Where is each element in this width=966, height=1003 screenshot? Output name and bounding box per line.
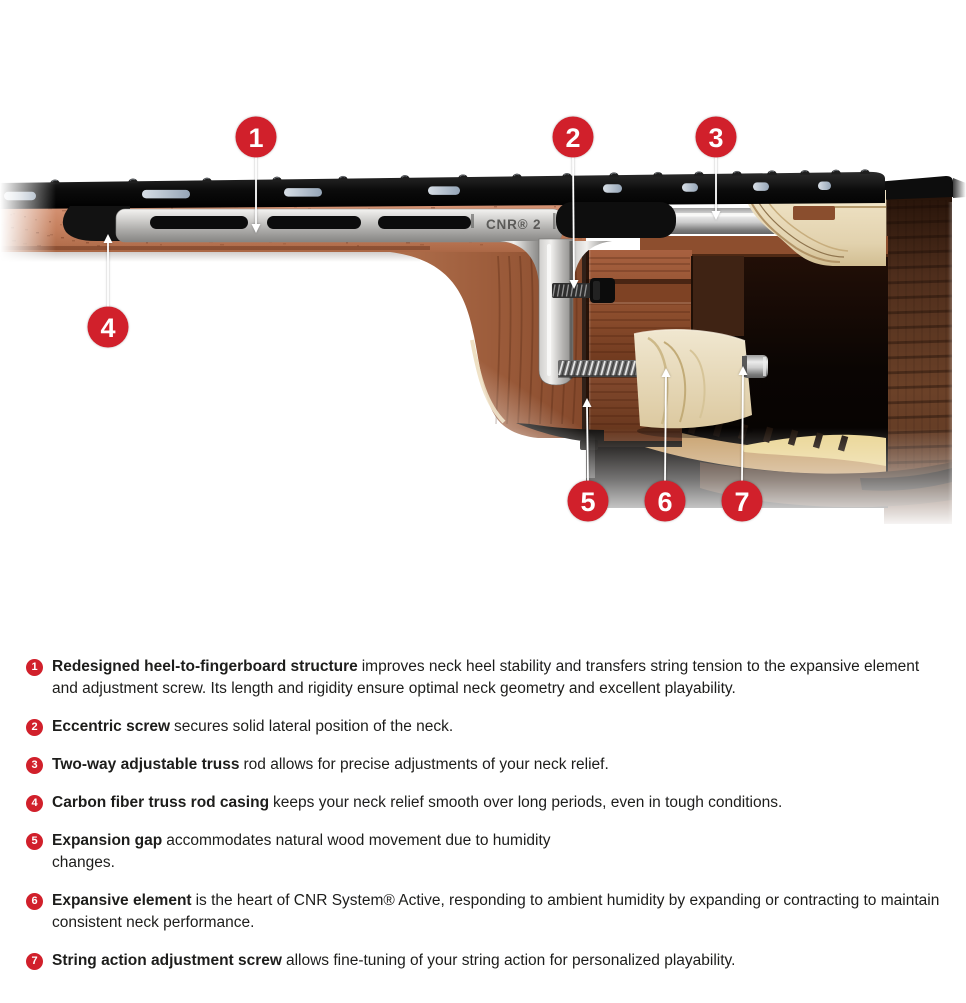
callout-arrowhead [252, 224, 261, 233]
legend-list [26, 656, 940, 972]
legend-item [26, 716, 940, 738]
callout-number: 3 [708, 123, 724, 153]
callout-pointer-line [742, 374, 743, 481]
legend-item [26, 830, 940, 874]
legend-badge [26, 795, 43, 812]
legend-text: accommodates natural wood movement due to humidity [166, 832, 551, 849]
callout-pointer-line [665, 376, 666, 481]
legend-text: rod allows for precise adjustments of your neck relief. [243, 756, 609, 773]
legend [0, 656, 966, 988]
legend-badge [26, 659, 43, 676]
callout-2 [553, 117, 594, 290]
legend-term: Eccentric screw [52, 718, 171, 735]
callout-pointer-line [573, 157, 574, 281]
callout-7 [722, 366, 763, 522]
callout-number: 6 [657, 487, 673, 517]
legend-badge [26, 833, 43, 850]
legend-badge [26, 893, 43, 910]
legend-badge-number: 2 [31, 721, 38, 733]
callout-arrowhead [104, 234, 113, 243]
legend-badge [26, 719, 43, 736]
legend-term: Expansion gap [52, 832, 163, 849]
callout-5 [568, 398, 609, 522]
callout-4 [88, 234, 129, 348]
legend-term: Expansive element [52, 892, 192, 909]
callout-number: 5 [580, 487, 596, 517]
legend-item [26, 754, 940, 776]
callout-arrowhead [739, 366, 748, 375]
legend-badge-number: 5 [31, 835, 38, 847]
callout-1 [236, 117, 277, 234]
callout-number: 4 [100, 313, 116, 343]
legend-text: is the heart of CNR System® Active, responding to ambient humidity by expanding or contracting to maintain consistent neck performance. [52, 892, 940, 931]
legend-term: Redesigned heel-to-fingerboard structure [52, 658, 358, 675]
legend-item [26, 890, 940, 934]
callout-arrowhead [583, 398, 592, 407]
legend-term: Carbon fiber truss rod casing [52, 794, 270, 811]
legend-badge-number: 3 [31, 759, 38, 771]
legend-term: String action adjustment screw [52, 952, 282, 969]
legend-item [26, 950, 940, 972]
legend-badge-number: 4 [31, 797, 38, 809]
callout-number: 7 [734, 487, 750, 517]
legend-badge-number: 6 [31, 895, 38, 907]
legend-text: keeps your neck relief smooth over long periods, even in tough conditions. [273, 794, 783, 811]
legend-badge [26, 757, 43, 774]
callout-6 [645, 368, 686, 522]
legend-badge-number: 1 [31, 661, 38, 673]
callout-arrowhead [570, 280, 579, 289]
casing-engraving: CNR® 2 [486, 217, 542, 232]
callout-number: 2 [565, 123, 581, 153]
legend-item [26, 792, 940, 814]
legend-term: Two-way adjustable truss [52, 756, 240, 773]
legend-item [26, 656, 940, 700]
callout-arrowhead [712, 211, 721, 220]
legend-badge [26, 953, 43, 970]
legend-text: secures solid lateral position of the neck. [174, 718, 454, 735]
callout-number: 1 [248, 123, 264, 153]
callout-3 [696, 117, 737, 221]
callout-pointer-line [587, 406, 588, 481]
legend-text: improves neck heel stability and transfers string tension to the expansive element and adjustment screw. Its length and rigidity ensure optimal neck geometry and excellent playability. [52, 658, 920, 697]
callout-arrowhead [662, 368, 671, 377]
legend-text-line2: changes. [52, 854, 115, 871]
legend-badge-number: 7 [31, 955, 38, 967]
legend-text: allows fine-tuning of your string action for personalized playability. [285, 952, 736, 969]
